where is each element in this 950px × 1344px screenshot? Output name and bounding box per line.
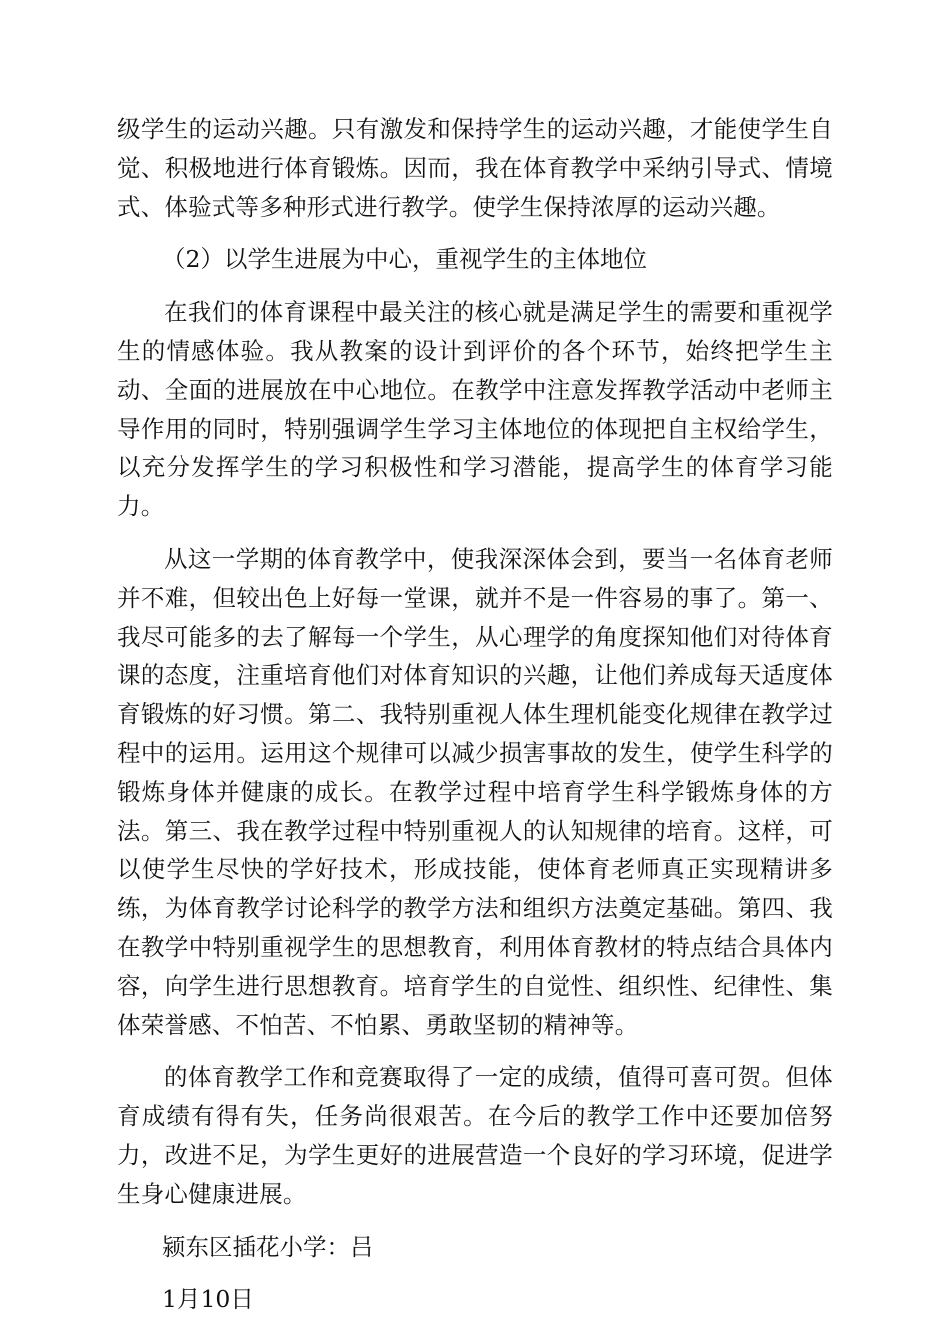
spacer xyxy=(117,1044,833,1058)
spacer xyxy=(117,1214,833,1228)
date-line: 1月10日 xyxy=(162,1285,254,1314)
spacer xyxy=(117,526,833,540)
paragraph-3: 从这一学期的体育教学中，使我深深体会到，要当一名体育老师并不难，但较出色上好每一堂课，就并不是一件容易的事了。第一、我尽可能多的去了解每一个学生，从心理学的角度探知他们对待体育课的态度，注重培育他们对体育知识的兴趣，让他们养成每天适度体育锻炼的好习惯。第二、我特别重视人体生理机能变化规律在教学过程中的运用。运用这个规律可以减少损害事故的发生，使学生科学的锻炼身体并健康的成长。在教学过程中培育学生科学锻炼身体的方法。第三、我在教学过程中特别重视人的认知规律的培育。这样，可以使学生尽快的学好技术，形成技能，使体育老师真正实现精讲多练，为体育教学讨论科学的教学方法和组织方法奠定基础。第四、我在教学中特别重视学生的思想教育，利用体育教材的特点结合具体内容，向学生进行思想教育。培育学生的自觉性、组织性、纪律性、集体荣誉感、不怕苦、不怕累、勇敢坚韧的精神等。 xyxy=(117,544,833,1039)
spacer xyxy=(117,279,833,293)
spacer xyxy=(117,1266,833,1280)
paragraph-2: 在我们的体育课程中最关注的核心就是满足学生的需要和重视学生的情感体验。我从教案的设计到评价的各个环节，始终把学生主动、全面的进展放在中心地位。在教学中注意发挥教学活动中老师主导作用的同时，特别强调学生学习主体地位的体现把自主权给学生，以充分发挥学生的学习积极性和学习潜能，提高学生的体育学习能力。 xyxy=(117,298,833,521)
document-page xyxy=(117,110,833,1319)
spacer xyxy=(117,226,833,240)
paragraph-4: 的体育教学工作和竞赛取得了一定的成绩，值得可喜可贺。但体育成绩有得有失，任务尚很艰苦。在今后的教学工作中还要加倍努力，改进不足，为学生更好的进展营造一个良好的学习环境，促进学生身心健康进展。 xyxy=(117,1063,833,1208)
signature-line: 颍东区插花小学：吕 xyxy=(162,1232,374,1261)
section-heading: （2）以学生进展为中心，重视学生的主体地位 xyxy=(162,245,647,274)
paragraph-1: 级学生的运动兴趣。只有激发和保持学生的运动兴趣，才能使学生自觉、积极地进行体育锻炼。因而，我在体育教学中采纳引导式、情境式、体验式等多种形式进行教学。使学生保持浓厚的运动兴趣。 xyxy=(117,115,833,221)
